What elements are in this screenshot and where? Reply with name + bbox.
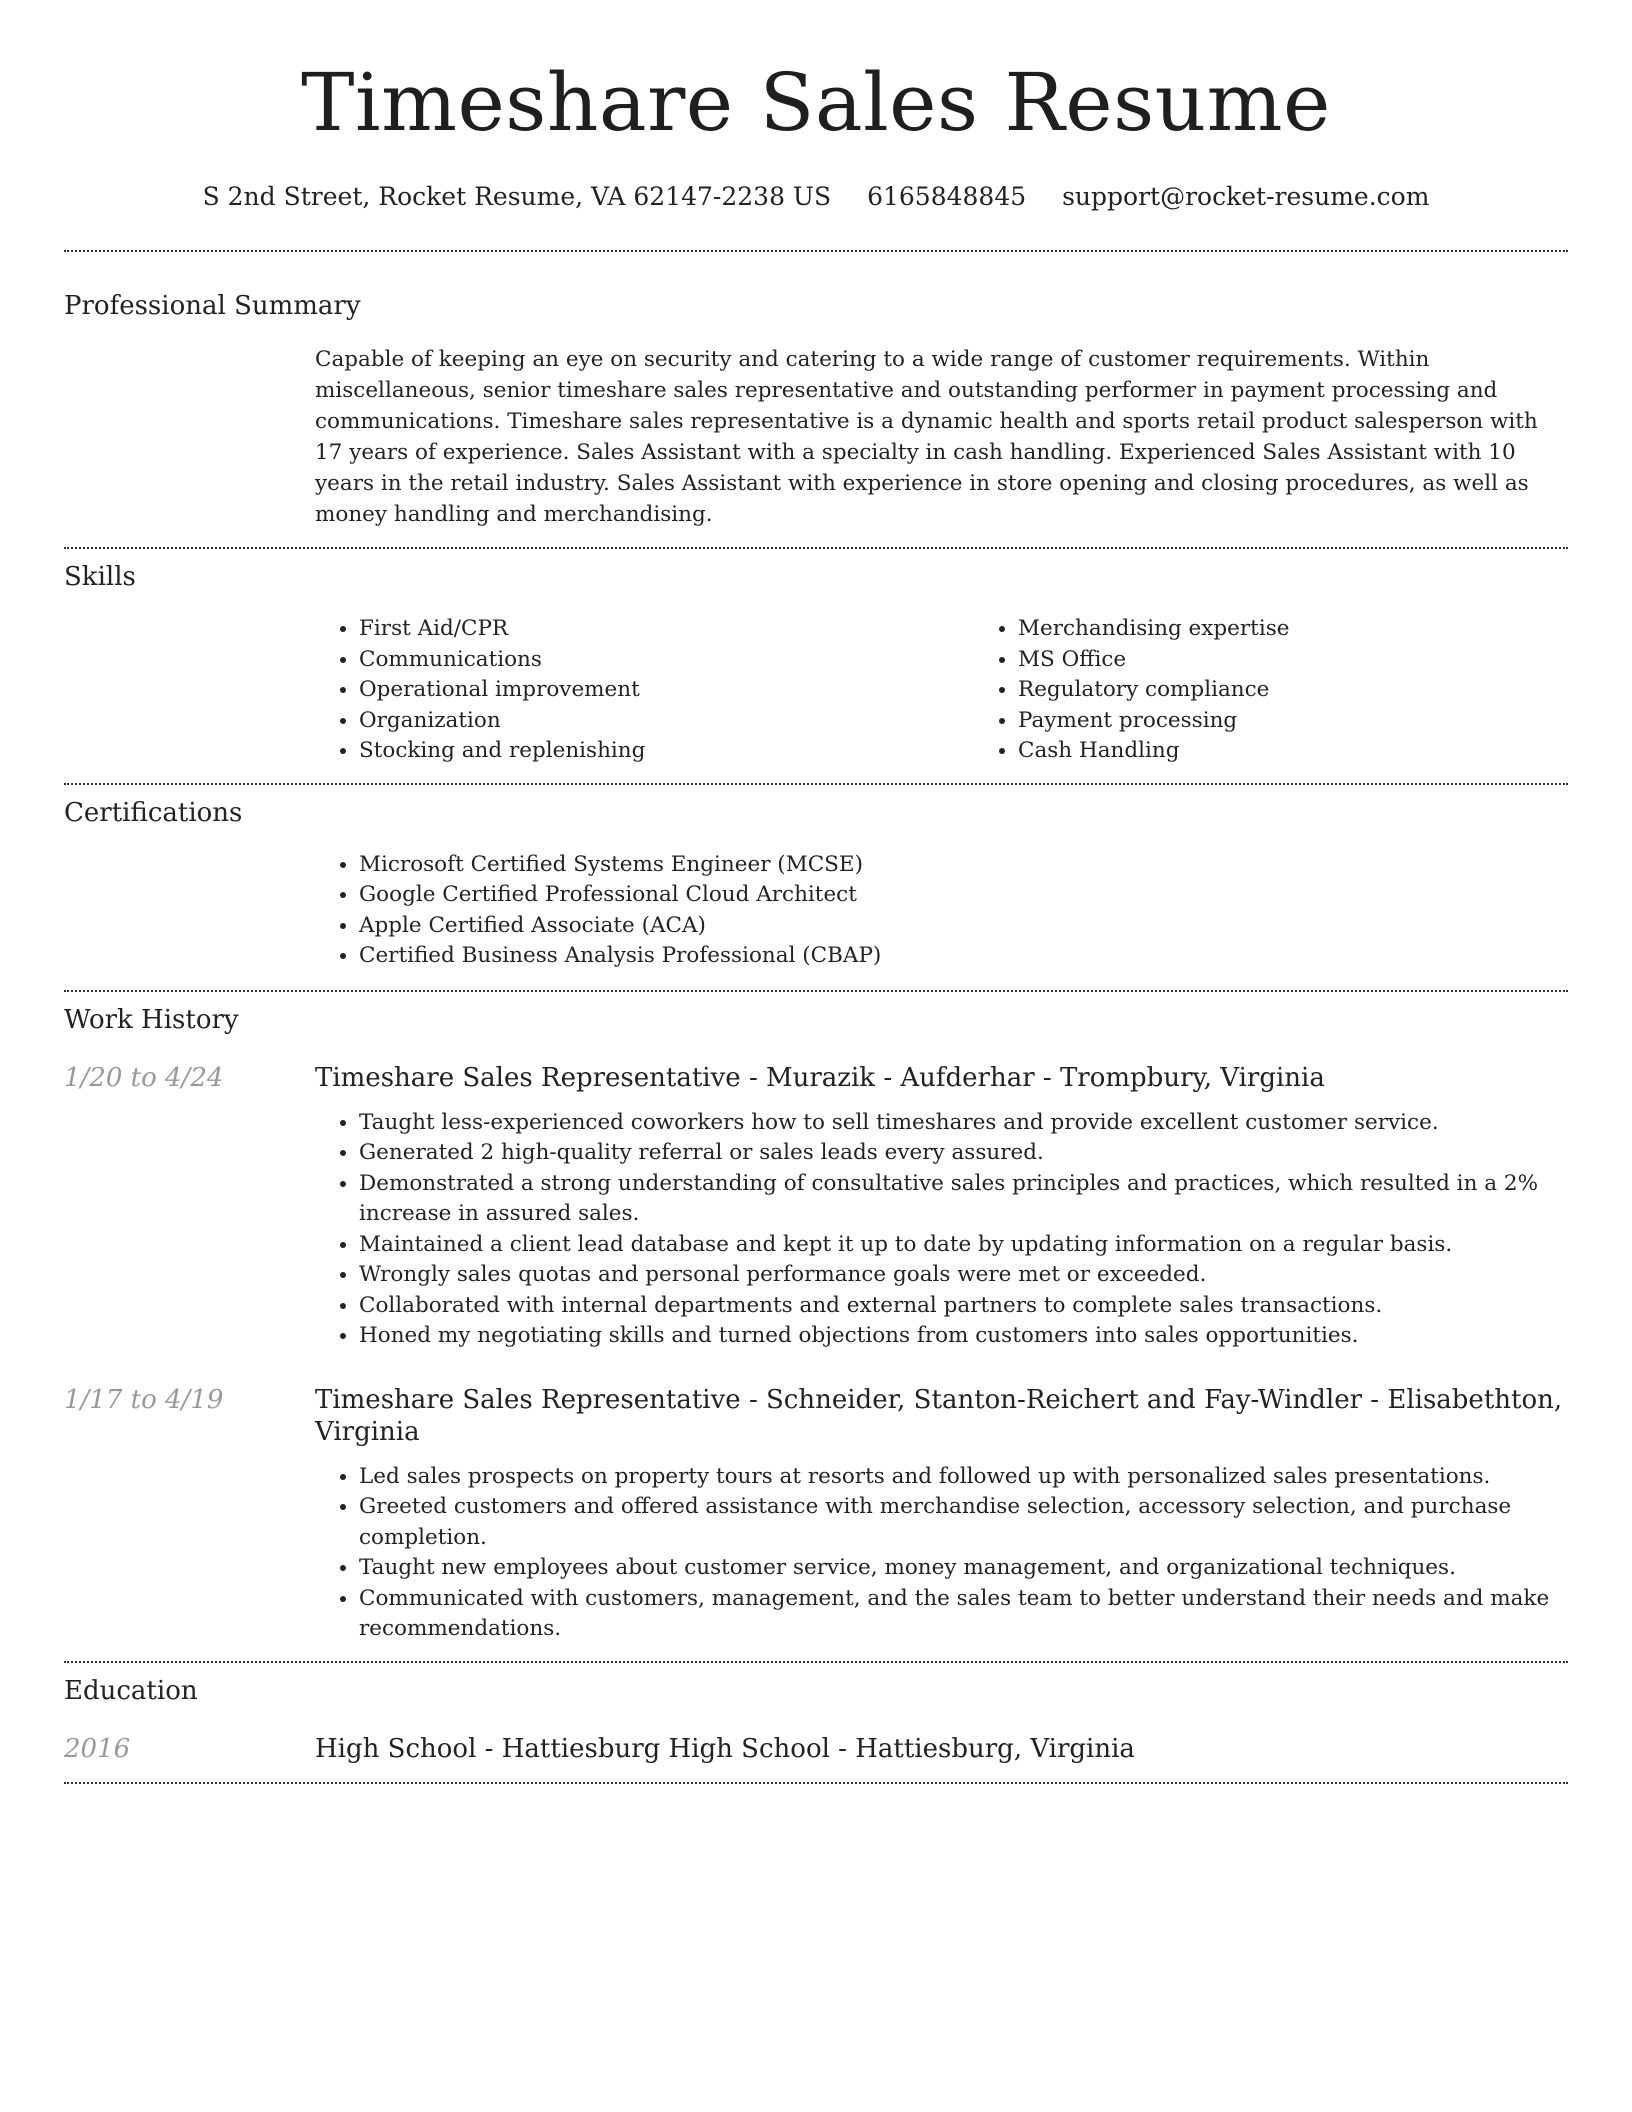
job-title: Timeshare Sales Representative - Schneider, Stanton-Reichert and Fay-Windler - Elisabethton, Virginia xyxy=(315,1384,1563,1447)
job-bullet: • Collaborated with internal departments and external partners to complete sales transactions. xyxy=(359,1291,1568,1322)
skill-item: • Stocking and replenishing xyxy=(359,736,974,767)
job-bullet: • Wrongly sales quotas and personal performance goals were met or exceeded. xyxy=(359,1260,1568,1291)
job-bullet-list xyxy=(315,1108,1568,1352)
divider xyxy=(64,783,1568,785)
divider xyxy=(64,1661,1568,1663)
divider xyxy=(64,990,1568,992)
certification-item: • Microsoft Certified Systems Engineer (MCSE) xyxy=(359,850,1568,881)
job-bullet: • Maintained a client lead database and kept it up to date by updating information on a regular basis. xyxy=(359,1230,1568,1261)
certification-item: • Apple Certified Associate (ACA) xyxy=(359,911,1568,942)
job-header xyxy=(64,1384,1568,1448)
job-dates: 1/17 to 4/19 xyxy=(64,1384,224,1415)
resume-page xyxy=(64,0,1568,1784)
job-bullet: • Taught less-experienced coworkers how to sell timeshares and provide excellent customer service. xyxy=(359,1108,1568,1139)
job-bullets xyxy=(315,1108,1568,1352)
job-header xyxy=(64,1062,1568,1094)
job-bullet: • Honed my negotiating skills and turned objections from customers into sales opportunities. xyxy=(359,1321,1568,1352)
skills-columns xyxy=(315,614,1568,767)
skills-section xyxy=(64,561,1568,767)
job-bullet: • Generated 2 high-quality referral or sales leads every assured. xyxy=(359,1138,1568,1169)
summary-section xyxy=(64,290,1568,530)
job-bullet: • Communicated with customers, management, and the sales team to better understand their needs and make recommendations. xyxy=(359,1584,1568,1645)
section-title-skills: Skills xyxy=(64,562,136,592)
contact-line xyxy=(64,182,1568,212)
job-bullet: • Led sales prospects on property tours at resorts and followed up with personalized sales presentations. xyxy=(359,1462,1568,1493)
certification-item: • Certified Business Analysis Professional (CBAP) xyxy=(359,941,1568,972)
certification-item: • Google Certified Professional Cloud Architect xyxy=(359,880,1568,911)
contact-address: S 2nd Street, Rocket Resume, VA 62147-2238 US xyxy=(202,182,832,211)
skill-item: • Regulatory compliance xyxy=(1018,675,1632,706)
divider xyxy=(64,1782,1568,1784)
section-title-education: Education xyxy=(64,1675,198,1706)
certifications-section xyxy=(64,797,1568,972)
contact-email: support@rocket-resume.com xyxy=(1062,182,1430,211)
divider xyxy=(64,547,1568,549)
summary-text: Capable of keeping an eye on security and catering to a wide range of customer requirements. Within miscellaneous, senior timeshare sales representative and outstanding performer in payment processing and communications. Timeshare sales representative is a dynamic health and sports retail product salesperson with 17 years of experience. Sales Assistant with a specialty in cash handling. Experienced Sales Assistant with 10 years in the retail industry. Sales Assistant with experience in store opening and closing procedures, as well as money handling and merchandising. xyxy=(315,347,1538,527)
skill-item: • Organization xyxy=(359,706,974,737)
job-entry xyxy=(64,1062,1568,1352)
job-bullet: • Demonstrated a strong understanding of consultative sales principles and practices, which resulted in a 2% increase in assured sales. xyxy=(359,1169,1568,1230)
skill-item: • Operational improvement xyxy=(359,675,974,706)
certifications-content xyxy=(315,850,1568,972)
section-title-certifications: Certifications xyxy=(64,797,243,828)
job-bullet: • Taught new employees about customer service, money management, and organizational techniques. xyxy=(359,1553,1568,1584)
job-entry xyxy=(64,1384,1568,1645)
job-title: Timeshare Sales Representative - Murazik - Aufderhar - Trompbury, Virginia xyxy=(315,1062,1325,1093)
skill-item: • Payment processing xyxy=(1018,706,1632,737)
skills-list-left xyxy=(315,614,974,767)
contact-phone: 6165848845 xyxy=(867,182,1027,211)
job-bullet-list xyxy=(315,1462,1568,1645)
skill-item: • Cash Handling xyxy=(1018,736,1632,767)
resume-title: Timeshare Sales Resume xyxy=(301,56,1331,149)
education-details: High School - Hattiesburg High School - Hattiesburg, Virginia xyxy=(315,1733,1135,1764)
job-dates: 1/20 to 4/24 xyxy=(64,1062,224,1093)
education-entry xyxy=(64,1733,1568,1765)
section-title-work-history: Work History xyxy=(64,1004,239,1035)
divider xyxy=(64,250,1568,252)
section-title-summary: Professional Summary xyxy=(64,291,361,321)
certifications-list xyxy=(315,850,1568,972)
education-year: 2016 xyxy=(64,1733,131,1764)
skill-item: • Communications xyxy=(359,645,974,676)
work-history-section xyxy=(64,1004,1568,1645)
job-bullets xyxy=(315,1462,1568,1645)
skill-item: • First Aid/CPR xyxy=(359,614,974,645)
skills-list-right xyxy=(974,614,1632,767)
skill-item: • MS Office xyxy=(1018,645,1632,676)
job-bullet: • Greeted customers and offered assistance with merchandise selection, accessory selection, and purchase completion. xyxy=(359,1492,1568,1553)
skill-item: • Merchandising expertise xyxy=(1018,614,1632,645)
education-section xyxy=(64,1675,1568,1765)
